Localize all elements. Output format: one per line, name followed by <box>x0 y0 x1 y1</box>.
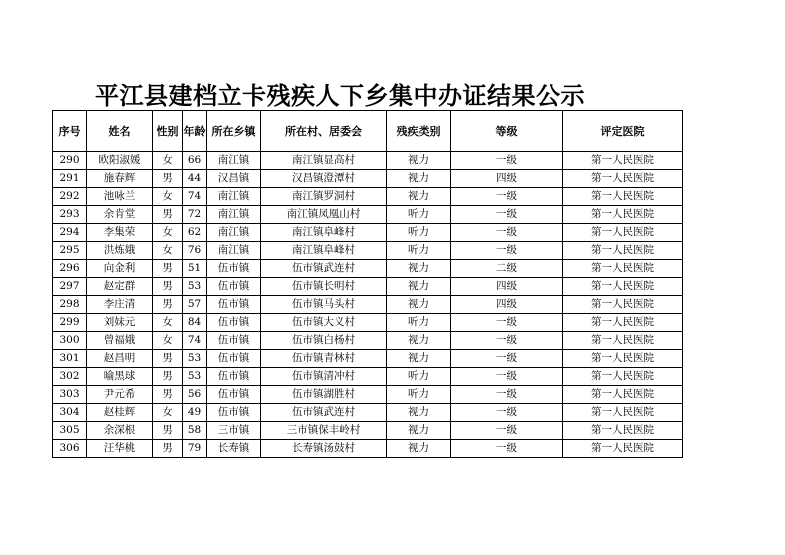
cell-township: 汉昌镇 <box>207 170 261 188</box>
cell-name: 李集荣 <box>87 224 153 242</box>
cell-village: 伍市镇青林村 <box>261 350 387 368</box>
cell-index: 304 <box>53 404 87 422</box>
cell-disability-type: 视力 <box>387 350 451 368</box>
cell-age: 44 <box>183 170 207 188</box>
cell-disability-type: 视力 <box>387 170 451 188</box>
cell-age: 74 <box>183 188 207 206</box>
cell-index: 290 <box>53 152 87 170</box>
cell-hospital: 第一人民医院 <box>563 314 683 332</box>
cell-township: 三市镇 <box>207 422 261 440</box>
cell-name: 向金利 <box>87 260 153 278</box>
column-header-index: 序号 <box>53 111 87 152</box>
cell-name: 汪华桃 <box>87 440 153 458</box>
cell-township: 伍市镇 <box>207 368 261 386</box>
cell-name: 喻黑球 <box>87 368 153 386</box>
cell-gender: 女 <box>153 224 183 242</box>
cell-village: 南江镇罗洞村 <box>261 188 387 206</box>
cell-township: 伍市镇 <box>207 404 261 422</box>
cell-disability-type: 视力 <box>387 188 451 206</box>
cell-age: 51 <box>183 260 207 278</box>
cell-village: 伍市镇白杨村 <box>261 332 387 350</box>
table-header <box>53 111 683 152</box>
cell-village: 三市镇保丰岭村 <box>261 422 387 440</box>
cell-index: 293 <box>53 206 87 224</box>
cell-township: 南江镇 <box>207 242 261 260</box>
table-row <box>53 404 683 422</box>
column-header-hospital: 评定医院 <box>563 111 683 152</box>
cell-grade: 一级 <box>451 152 563 170</box>
cell-name: 赵昌明 <box>87 350 153 368</box>
cell-age: 76 <box>183 242 207 260</box>
cell-name: 赵桂辉 <box>87 404 153 422</box>
cell-township: 伍市镇 <box>207 350 261 368</box>
cell-gender: 男 <box>153 170 183 188</box>
cell-township: 伍市镇 <box>207 386 261 404</box>
cell-grade: 四级 <box>451 278 563 296</box>
table-row <box>53 206 683 224</box>
cell-name: 李庄清 <box>87 296 153 314</box>
cell-grade: 一级 <box>451 404 563 422</box>
column-header-village: 所在村、居委会 <box>261 111 387 152</box>
table-body <box>53 152 683 458</box>
cell-grade: 二级 <box>451 260 563 278</box>
cell-hospital: 第一人民医院 <box>563 206 683 224</box>
cell-hospital: 第一人民医院 <box>563 386 683 404</box>
cell-name: 曾福娥 <box>87 332 153 350</box>
cell-grade: 一级 <box>451 368 563 386</box>
cell-hospital: 第一人民医院 <box>563 350 683 368</box>
cell-hospital: 第一人民医院 <box>563 440 683 458</box>
cell-gender: 女 <box>153 152 183 170</box>
cell-age: 56 <box>183 386 207 404</box>
cell-index: 294 <box>53 224 87 242</box>
cell-hospital: 第一人民医院 <box>563 332 683 350</box>
document-title: 平江县建档立卡残疾人下乡集中办证结果公示 <box>95 82 585 110</box>
table-row <box>53 188 683 206</box>
cell-gender: 女 <box>153 332 183 350</box>
cell-township: 南江镇 <box>207 206 261 224</box>
cell-township: 伍市镇 <box>207 296 261 314</box>
cell-township: 长寿镇 <box>207 440 261 458</box>
cell-index: 295 <box>53 242 87 260</box>
cell-gender: 男 <box>153 296 183 314</box>
cell-village: 伍市镇武连村 <box>261 404 387 422</box>
cell-grade: 一级 <box>451 242 563 260</box>
cell-grade: 一级 <box>451 188 563 206</box>
column-header-disability-type: 残疾类别 <box>387 111 451 152</box>
cell-village: 南江镇显高村 <box>261 152 387 170</box>
cell-age: 53 <box>183 278 207 296</box>
cell-village: 伍市镇长明村 <box>261 278 387 296</box>
cell-hospital: 第一人民医院 <box>563 278 683 296</box>
cell-age: 84 <box>183 314 207 332</box>
cell-village: 汉昌镇澄潭村 <box>261 170 387 188</box>
cell-disability-type: 听力 <box>387 368 451 386</box>
cell-index: 297 <box>53 278 87 296</box>
cell-township: 南江镇 <box>207 152 261 170</box>
cell-name: 施春辉 <box>87 170 153 188</box>
cell-gender: 男 <box>153 440 183 458</box>
cell-township: 伍市镇 <box>207 278 261 296</box>
cell-name: 池咏兰 <box>87 188 153 206</box>
column-header-gender: 性别 <box>153 111 183 152</box>
cell-disability-type: 视力 <box>387 422 451 440</box>
cell-hospital: 第一人民医院 <box>563 242 683 260</box>
table-row <box>53 368 683 386</box>
cell-age: 57 <box>183 296 207 314</box>
cell-disability-type: 听力 <box>387 386 451 404</box>
cell-name: 赵定群 <box>87 278 153 296</box>
cell-grade: 四级 <box>451 170 563 188</box>
cell-name: 洪炼娥 <box>87 242 153 260</box>
cell-index: 291 <box>53 170 87 188</box>
cell-gender: 男 <box>153 368 183 386</box>
table-row <box>53 386 683 404</box>
cell-age: 62 <box>183 224 207 242</box>
table-row <box>53 332 683 350</box>
table-row <box>53 314 683 332</box>
cell-township: 伍市镇 <box>207 260 261 278</box>
cell-hospital: 第一人民医院 <box>563 296 683 314</box>
cell-hospital: 第一人民医院 <box>563 368 683 386</box>
cell-index: 303 <box>53 386 87 404</box>
cell-disability-type: 听力 <box>387 242 451 260</box>
cell-index: 301 <box>53 350 87 368</box>
cell-name: 欧阳淑媛 <box>87 152 153 170</box>
table-row <box>53 350 683 368</box>
cell-age: 72 <box>183 206 207 224</box>
cell-township: 伍市镇 <box>207 332 261 350</box>
cell-gender: 男 <box>153 350 183 368</box>
cell-grade: 一级 <box>451 314 563 332</box>
cell-township: 南江镇 <box>207 224 261 242</box>
cell-hospital: 第一人民医院 <box>563 260 683 278</box>
cell-township: 伍市镇 <box>207 314 261 332</box>
cell-village: 南江镇阜峰村 <box>261 242 387 260</box>
cell-grade: 一级 <box>451 440 563 458</box>
cell-grade: 一级 <box>451 422 563 440</box>
cell-village: 南江镇凤凰山村 <box>261 206 387 224</box>
cell-village: 伍市镇清冲村 <box>261 368 387 386</box>
cell-age: 58 <box>183 422 207 440</box>
cell-age: 66 <box>183 152 207 170</box>
table-row <box>53 170 683 188</box>
cell-disability-type: 视力 <box>387 332 451 350</box>
cell-gender: 男 <box>153 206 183 224</box>
cell-gender: 男 <box>153 278 183 296</box>
cell-disability-type: 听力 <box>387 314 451 332</box>
cell-disability-type: 视力 <box>387 404 451 422</box>
column-header-name: 姓名 <box>87 111 153 152</box>
cell-age: 79 <box>183 440 207 458</box>
cell-hospital: 第一人民医院 <box>563 152 683 170</box>
column-header-grade: 等级 <box>451 111 563 152</box>
cell-gender: 女 <box>153 188 183 206</box>
cell-grade: 四级 <box>451 296 563 314</box>
column-header-age: 年龄 <box>183 111 207 152</box>
cell-disability-type: 视力 <box>387 260 451 278</box>
cell-age: 74 <box>183 332 207 350</box>
cell-grade: 一级 <box>451 206 563 224</box>
cell-grade: 一级 <box>451 386 563 404</box>
cell-gender: 男 <box>153 422 183 440</box>
cell-name: 余肯堂 <box>87 206 153 224</box>
table-row <box>53 260 683 278</box>
cell-village: 伍市镇马头村 <box>261 296 387 314</box>
cell-township: 南江镇 <box>207 188 261 206</box>
cell-grade: 一级 <box>451 332 563 350</box>
cell-grade: 一级 <box>451 224 563 242</box>
table-row <box>53 242 683 260</box>
cell-index: 296 <box>53 260 87 278</box>
cell-index: 306 <box>53 440 87 458</box>
cell-name: 刘妹元 <box>87 314 153 332</box>
table-row <box>53 224 683 242</box>
cell-index: 302 <box>53 368 87 386</box>
cell-disability-type: 视力 <box>387 278 451 296</box>
cell-hospital: 第一人民医院 <box>563 224 683 242</box>
cell-index: 299 <box>53 314 87 332</box>
cell-gender: 男 <box>153 386 183 404</box>
cell-hospital: 第一人民医院 <box>563 422 683 440</box>
cell-hospital: 第一人民医院 <box>563 188 683 206</box>
cell-index: 305 <box>53 422 87 440</box>
cell-disability-type: 视力 <box>387 440 451 458</box>
table-row <box>53 278 683 296</box>
cell-index: 300 <box>53 332 87 350</box>
cell-name: 尹元希 <box>87 386 153 404</box>
cell-grade: 一级 <box>451 350 563 368</box>
cell-village: 伍市镇武连村 <box>261 260 387 278</box>
cell-hospital: 第一人民医院 <box>563 170 683 188</box>
cell-gender: 女 <box>153 404 183 422</box>
cell-name: 余深根 <box>87 422 153 440</box>
cell-hospital: 第一人民医院 <box>563 404 683 422</box>
cell-age: 49 <box>183 404 207 422</box>
table-row <box>53 440 683 458</box>
cell-disability-type: 听力 <box>387 224 451 242</box>
cell-village: 伍市镇大义村 <box>261 314 387 332</box>
cell-village: 伍市镇湖胜村 <box>261 386 387 404</box>
table-row <box>53 296 683 314</box>
cell-village: 长寿镇汤鼓村 <box>261 440 387 458</box>
results-table <box>52 110 683 458</box>
cell-gender: 男 <box>153 260 183 278</box>
header-row <box>53 111 683 152</box>
cell-index: 298 <box>53 296 87 314</box>
cell-age: 53 <box>183 368 207 386</box>
cell-index: 292 <box>53 188 87 206</box>
cell-gender: 女 <box>153 314 183 332</box>
cell-gender: 女 <box>153 242 183 260</box>
cell-disability-type: 视力 <box>387 296 451 314</box>
table-row <box>53 152 683 170</box>
cell-disability-type: 听力 <box>387 206 451 224</box>
cell-disability-type: 视力 <box>387 152 451 170</box>
table-row <box>53 422 683 440</box>
cell-age: 53 <box>183 350 207 368</box>
column-header-township: 所在乡镇 <box>207 111 261 152</box>
cell-village: 南江镇阜峰村 <box>261 224 387 242</box>
